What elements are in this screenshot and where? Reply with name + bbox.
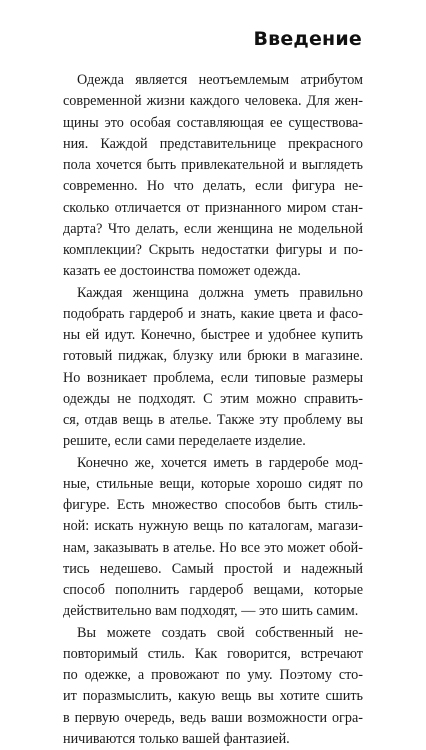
text-line: ит поразмыслить, какую вещь вы хотите сшить [63,686,363,707]
text-line: Вы можете создать свой собственный не- [63,623,363,644]
paragraph [63,453,363,623]
text-line: ные, стильные вещи, которые хорошо сидят по [63,474,363,495]
text-line: действительно вам подходят, — это шить самим. [63,601,363,622]
text-line: щины это особая составляющая ее существова- [63,113,363,134]
paragraph [63,623,363,750]
text-line: пола хочется быть привлекательной и выглядеть [63,155,363,176]
text-line: ния. Каждой представительнице прекрасного [63,134,363,155]
text-line: дарта? Что делать, если женщина не модельной [63,219,363,240]
text-line: Каждая женщина должна уметь правильно [63,283,363,304]
text-line: по одежке, а провожают по уму. Поэтому сто- [63,665,363,686]
text-line: ной: искать нужную вещь по каталогам, магази- [63,516,363,537]
text-line: готовый пиджак, блузку или брюки в магазине. [63,346,363,367]
text-line: ничиваются только вашей фантазией. [63,729,363,750]
paragraph [63,283,363,453]
paragraph [63,70,363,283]
text-line: Одежда является неотъемлемым атрибутом [63,70,363,91]
text-line: решите, если сами переделаете изделие. [63,431,363,452]
text-line: фигуре. Есть множество способов быть стиль- [63,495,363,516]
text-line: ся, отдав вещь в ателье. Также эту проблему вы [63,410,363,431]
body-text [63,70,363,750]
text-line: комплекции? Скрыть недостатки фигуры и по- [63,240,363,261]
text-line: казать ее достоинства поможет одежда. [63,261,363,282]
text-line: подобрать гардероб и знать, какие цвета и фасо- [63,304,363,325]
text-line: тись недешево. Самый простой и надежный [63,559,363,580]
text-line: одежды не подходят. С этим можно справить- [63,389,363,410]
text-line: сколько отличается от признанного миром стан- [63,198,363,219]
text-line: в первую очередь, ведь ваши возможности огра- [63,708,363,729]
text-line: нам, заказывать в ателье. Но все это может обой- [63,538,363,559]
text-line: современной жизни каждого человека. Для жен- [63,91,363,112]
text-line: способ пополнить гардероб вещами, которые [63,580,363,601]
text-line: ны ей идут. Конечно, быстрее и удобнее купить [63,325,363,346]
text-line: повторимый стиль. Как говорится, встречают [63,644,363,665]
page-title: Введение [253,28,362,50]
text-line: Конечно же, хочется иметь в гардеробе мод- [63,453,363,474]
text-line: современно. Но что делать, если фигура не- [63,176,363,197]
text-line: Но возникает проблема, если типовые размеры [63,368,363,389]
